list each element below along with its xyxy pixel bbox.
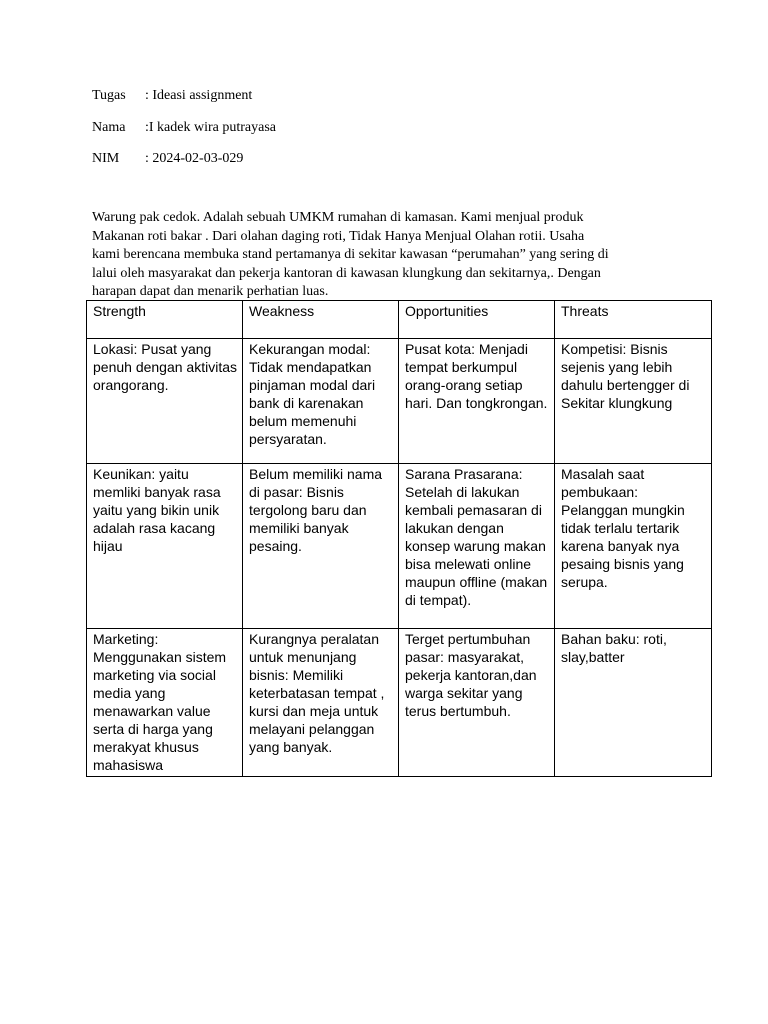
nama-value: :I kadek wira putrayasa	[145, 120, 276, 135]
nama-label: Nama	[92, 120, 126, 135]
nim-value: : 2024-02-03-029	[145, 151, 244, 166]
cell-opportunities: Pusat kota: Menjadi tempat berkumpul orang-orang setiap hari. Dan tongkrongan.	[399, 339, 555, 464]
cell-opportunities: Terget pertumbuhan pasar: masyarakat, pekerja kantoran,dan warga sekitar yang terus bertumbuh.	[399, 629, 555, 777]
header-nama	[92, 120, 276, 136]
paragraph-line: harapan dapat dan menarik perhatian luas.	[92, 284, 329, 299]
cell-opportunities: Sarana Prasarana: Setelah di lakukan kembali pemasaran di lakukan dengan konsep warung makan bisa melewati online maupun offline (makan di tempat).	[399, 464, 555, 629]
table-row	[87, 339, 712, 464]
table-header-row	[87, 301, 712, 339]
cell-threats: Masalah saat pembukaan: Pelanggan mungkin tidak terlalu tertarik karena banyak nya pesaing bisnis yang serupa.	[555, 464, 712, 629]
cell-strength: Keunikan: yaitu memliki banyak rasa yaitu yang bikin unik adalah rasa kacang hijau	[87, 464, 243, 629]
header-weakness: Weakness	[243, 301, 399, 339]
intro-paragraph	[92, 209, 682, 302]
header-tugas	[92, 88, 252, 104]
tugas-value: : Ideasi assignment	[145, 88, 253, 103]
table-row	[87, 464, 712, 629]
nim-label: NIM	[92, 151, 120, 166]
cell-strength: Lokasi: Pusat yang penuh dengan aktivitas orangorang.	[87, 339, 243, 464]
header-opportunities: Opportunities	[399, 301, 555, 339]
cell-weakness: Kekurangan modal: Tidak mendapatkan pinjaman modal dari bank di karenakan belum memenuhi persyaratan.	[243, 339, 399, 464]
paragraph-line: kami berencana membuka stand pertamanya di sekitar kawasan “perumahan” yang sering di	[92, 247, 609, 262]
cell-weakness: Kurangnya peralatan untuk menunjang bisnis: Memiliki keterbatasan tempat , kursi dan meja untuk melayani pelanggan yang banyak.	[243, 629, 399, 777]
table-row	[87, 629, 712, 777]
cell-weakness: Belum memiliki nama di pasar: Bisnis tergolong baru dan memiliki banyak pesaing.	[243, 464, 399, 629]
cell-threats: Bahan baku: roti, slay,batter	[555, 629, 712, 777]
header-threats: Threats	[555, 301, 712, 339]
cell-threats: Kompetisi: Bisnis sejenis yang lebih dahulu bertengger di Sekitar klungkung	[555, 339, 712, 464]
paragraph-line: Makanan roti bakar . Dari olahan daging roti, Tidak Hanya Menjual Olahan rotii. Usaha	[92, 228, 585, 244]
header-nim	[92, 151, 243, 167]
paragraph-line: lalui oleh masyarakat dan pekerja kantoran di kawasan klungkung dan sekitarnya,. Dengan	[92, 265, 601, 281]
paragraph-line: Warung pak cedok. Adalah sebuah UMKM rumahan di kamasan. Kami menjual produk	[92, 210, 584, 225]
header-strength: Strength	[87, 301, 243, 339]
cell-strength: Marketing: Menggunakan sistem marketing via social media yang menawarkan value serta di harga yang merakyat khusus mahasiswa	[87, 629, 243, 777]
tugas-label: Tugas	[92, 88, 126, 103]
swot-table	[86, 300, 712, 777]
